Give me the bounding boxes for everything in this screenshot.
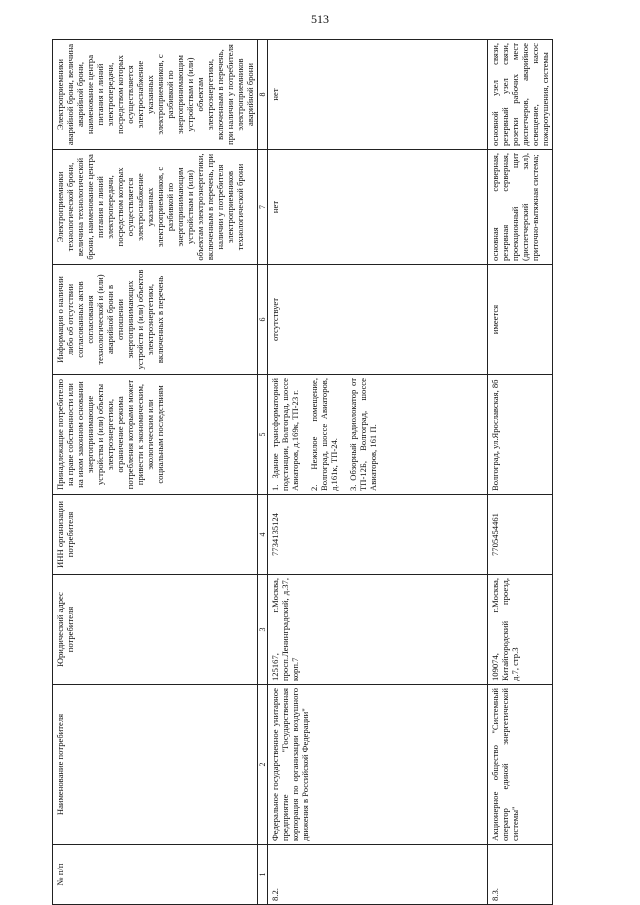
column-number: 4 — [258, 495, 268, 575]
tech-reserve: основная серверная, резервная серверная, проекционный щит (диспетчерский зал), приточно-вытяжная система; — [488, 150, 553, 265]
header-cell: ИНН организации потребителя — [53, 495, 258, 575]
column-number: 1 — [258, 845, 268, 905]
header-cell: Принадлежащие потребителю на праве собственности или на ином законном основании энергопринимающие устройства и (или) объекты электроэнергетики, ограничение режима потребления которыми может привести к экономическим, экологическим или социальным последствиям — [53, 375, 258, 495]
header-cell: Наименование потребителя — [53, 685, 258, 845]
header-cell: Электроприемники аварийной брони, величина аварийной брони, наименование центра питания и линий электропередачи, посредством которых осуществляется электроснабжение указанных электроприемников, с разбивкой по энергопринимающим устройствам и (или) объектам электроэнергетики, включенным в перечень, при наличии у потребителя электроприемников аварийной брони — [53, 40, 258, 150]
header-row — [53, 40, 258, 905]
legal-address: 125167, г.Москва, просп.Ленинградский, д.37, корп.7 — [268, 575, 488, 685]
table-row — [488, 40, 553, 905]
header-cell: Электроприемники технологической брони, величина технологической брони, наименование центра питания и линий электропередачи, посредством которых осуществляется электроснабжение указанных электроприемников, с разбивкой по энергопринимающим устройствам и (или) объектам электроэнергетики, включенным в перечень, при наличии у потребителя электроприемников технологической брони — [53, 150, 258, 265]
legal-address: 109074, г.Москва, Китайгородский проезд, д.7, стр.3 — [488, 575, 553, 685]
inn: 7705454461 — [488, 495, 553, 575]
page-number: 513 — [311, 12, 329, 26]
rotated-table-container — [52, 40, 612, 905]
object-item: 2. Нежилое помещение, Волгоград, шоссе Авиаторов, д.161к, ТП-24. — [309, 378, 339, 491]
consumer-name: Акционерное общество "Системный оператор единой энергетической системы" — [488, 685, 553, 845]
acts-info: имеется — [488, 265, 553, 375]
objects-cell — [268, 375, 488, 495]
row-number: 8.2. — [268, 845, 488, 905]
column-number: 5 — [258, 375, 268, 495]
consumer-name: Федеральное государственное унитарное предприятие "Государственная корпорация по организации воздушного движения в Российской Федерации" — [268, 685, 488, 845]
column-number: 3 — [258, 575, 268, 685]
objects-cell — [488, 375, 553, 495]
column-number: 2 — [258, 685, 268, 845]
emergency-reserve: основной узел связи, резервный узел связи, розетки рабочих мест диспетчеров, аварийное освещение, насос пожаротушения, системы — [488, 40, 553, 150]
object-item: 3. Обзорный радиолокатор от ТП-12Б, Волгоград, шоссе Авиаторов, 161 П. — [348, 378, 378, 491]
column-number-row — [258, 40, 268, 905]
header-cell: Информация о наличии либо об отсутствии согласованных актов согласования технологической и (или) аварийной брони в отношении энергопринимающих устройств и (или) объектов электроэнергетики, включенных в перечень — [53, 265, 258, 375]
column-number: 6 — [258, 265, 268, 375]
column-number: 8 — [258, 40, 268, 150]
consumers-table — [52, 39, 553, 905]
acts-info: отсутствует — [268, 265, 488, 375]
table-row — [268, 40, 488, 905]
inn: 7734135124 — [268, 495, 488, 575]
header-cell: Юридический адрес потребителя — [53, 575, 258, 685]
object-item: 1. Здание трансформаторной подстанции, Волгоград, шоссе Авиаторов, д.169к, ТП-23 г. — [270, 378, 300, 491]
row-number: 8.3. — [488, 845, 553, 905]
emergency-reserve: нет — [268, 40, 488, 150]
column-number: 7 — [258, 150, 268, 265]
object-item: Волгоград, ул.Ярославская, 8б — [490, 379, 500, 491]
header-cell: № п/п — [53, 845, 258, 905]
tech-reserve: нет — [268, 150, 488, 265]
